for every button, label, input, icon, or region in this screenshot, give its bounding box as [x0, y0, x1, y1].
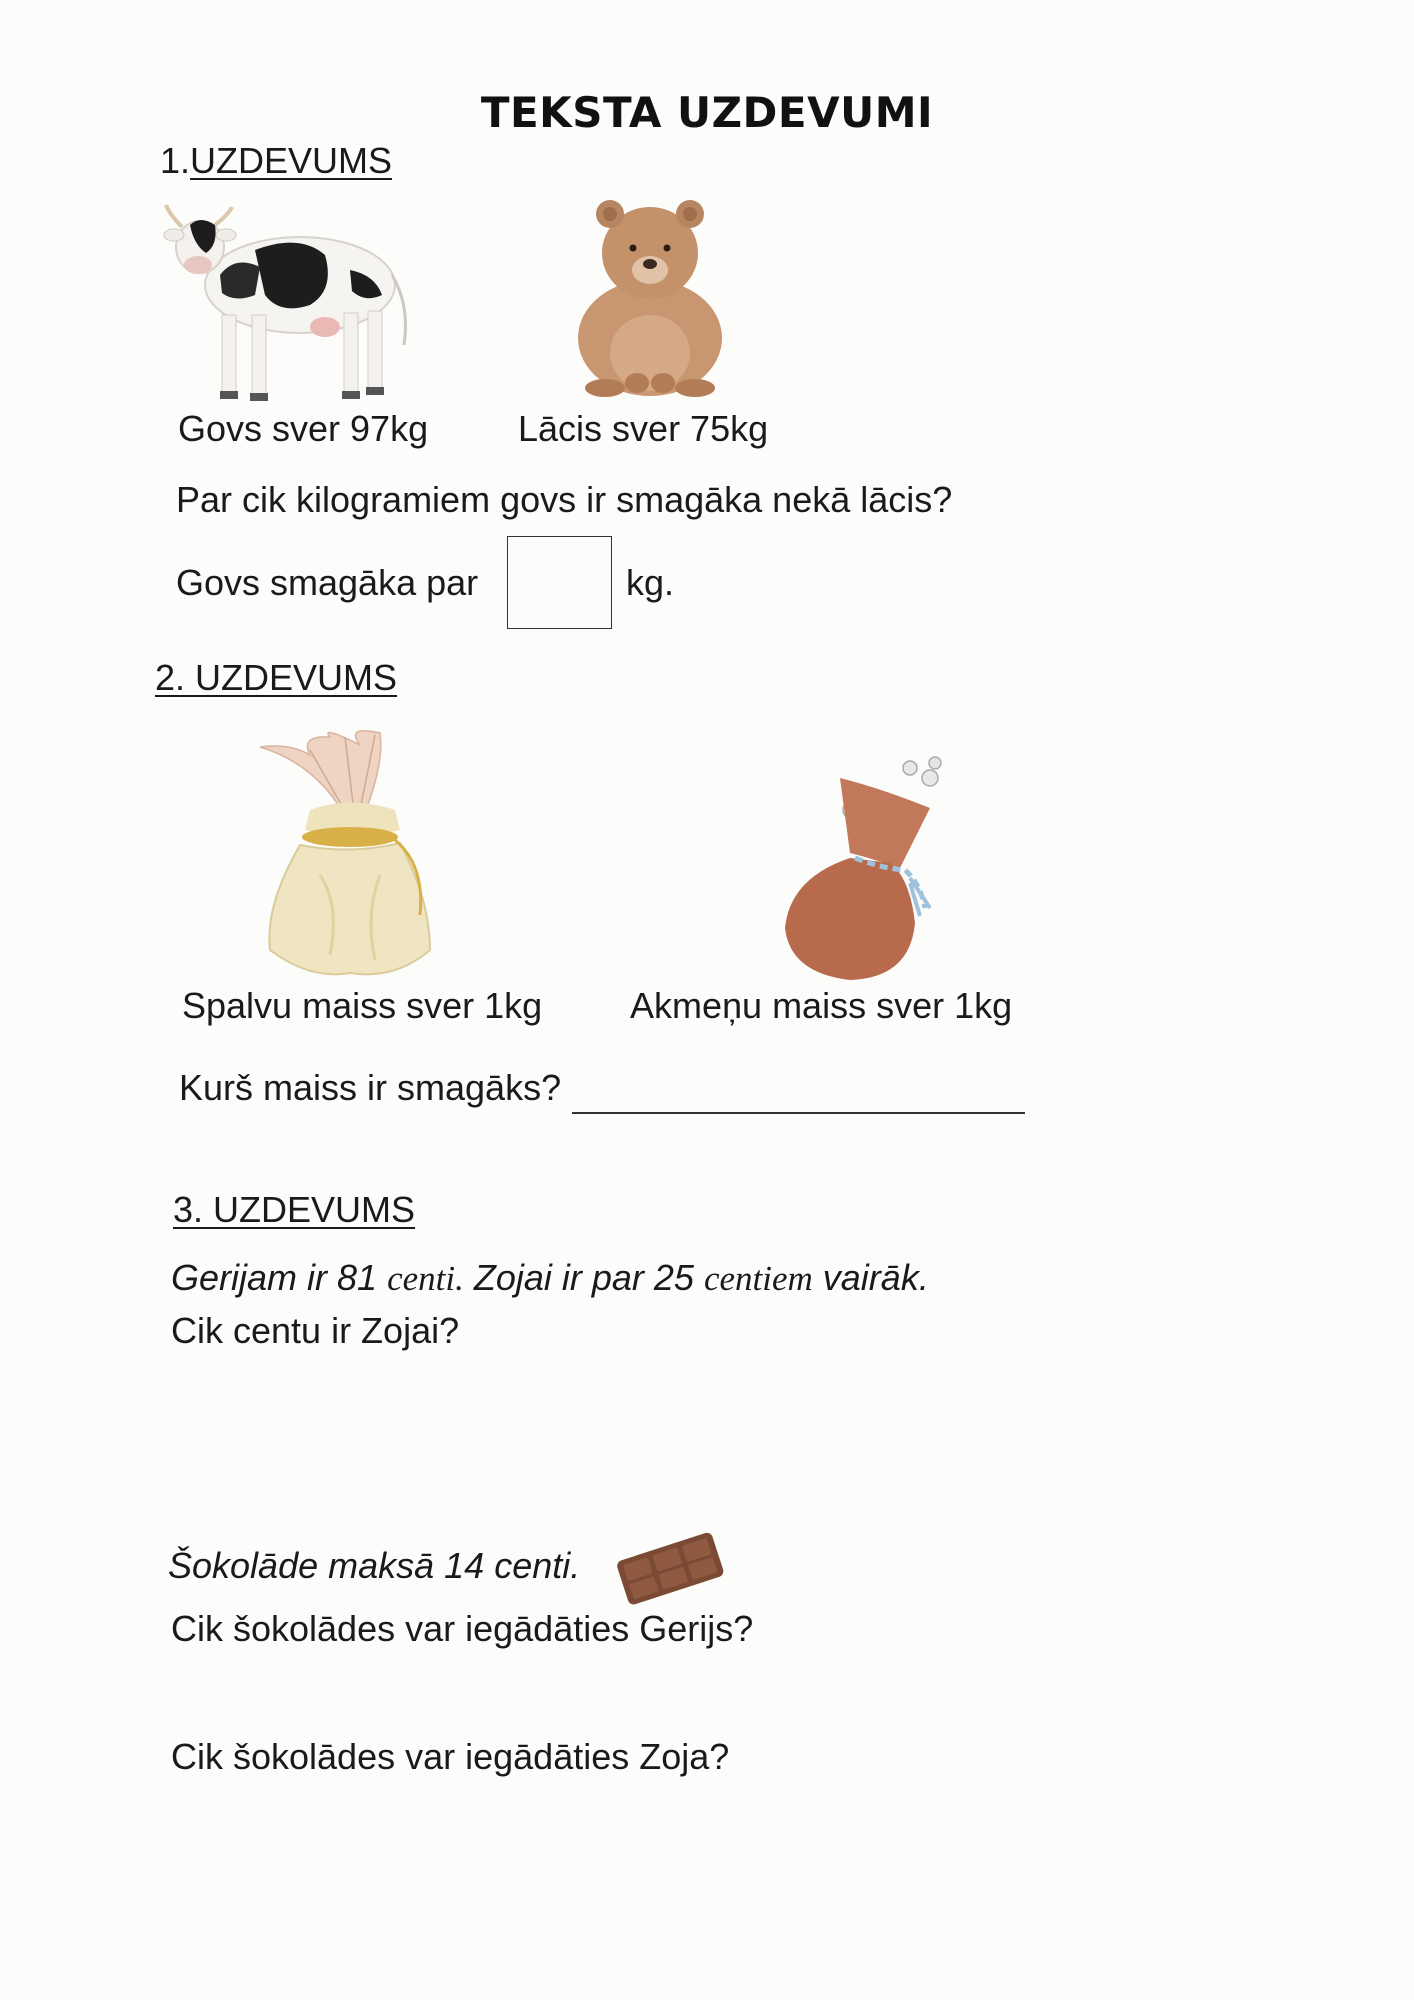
- chocolate-price: Šokolāde maksā 14 centi.: [168, 1545, 581, 1586]
- task3-heading-label: 3. UZDEVUMS: [173, 1189, 416, 1230]
- task2-heading-label: 2. UZDEVUMS: [155, 657, 398, 698]
- task1-answer-box[interactable]: [507, 536, 612, 629]
- task3-question-1: Cik centu ir Zojai?: [171, 1310, 460, 1351]
- task3-question-2: Cik šokolādes var iegādāties Gerijs?: [171, 1608, 754, 1649]
- bear-weight-label: Lācis sver 75kg: [518, 408, 769, 449]
- statement-part-2: Zojai ir par 25: [463, 1257, 704, 1298]
- task1-question: Par cik kilogramiem govs ir smagāka nekā lācis?: [176, 479, 953, 520]
- chocolate-bar-icon: [612, 1532, 727, 1604]
- task2-answer-line[interactable]: [572, 1112, 1025, 1114]
- task2-question: Kurš maiss ir smagāks?: [179, 1067, 562, 1108]
- task2-heading: [155, 657, 397, 699]
- cow-icon: [160, 195, 420, 405]
- statement-unit-centi: centi.: [387, 1259, 464, 1298]
- task1-number: 1.: [160, 140, 191, 181]
- task1-heading: [160, 140, 392, 182]
- stone-sack-icon: [760, 758, 960, 983]
- statement-unit-centiem: centiem: [703, 1259, 813, 1298]
- page-title: TEKSTA UZDEVUMI: [480, 88, 934, 137]
- cow-weight-label: Govs sver 97kg: [178, 408, 429, 449]
- task3-question-3: Cik šokolādes var iegādāties Zoja?: [171, 1736, 730, 1777]
- stone-bag-label: Akmeņu maiss sver 1kg: [630, 985, 1013, 1026]
- task3-statement: [171, 1257, 929, 1299]
- task1-answer-prefix: Govs smagāka par: [176, 562, 479, 603]
- statement-part-1: Gerijam ir 81: [171, 1257, 388, 1298]
- feather-sack-icon: [250, 725, 450, 985]
- task1-heading-label: UZDEVUMS: [190, 140, 393, 181]
- task1-answer-unit: kg.: [626, 562, 675, 603]
- bear-icon: [565, 198, 735, 398]
- statement-part-3: vairāk.: [812, 1257, 929, 1298]
- task3-heading: [173, 1189, 415, 1231]
- feather-bag-label: Spalvu maiss sver 1kg: [182, 985, 543, 1026]
